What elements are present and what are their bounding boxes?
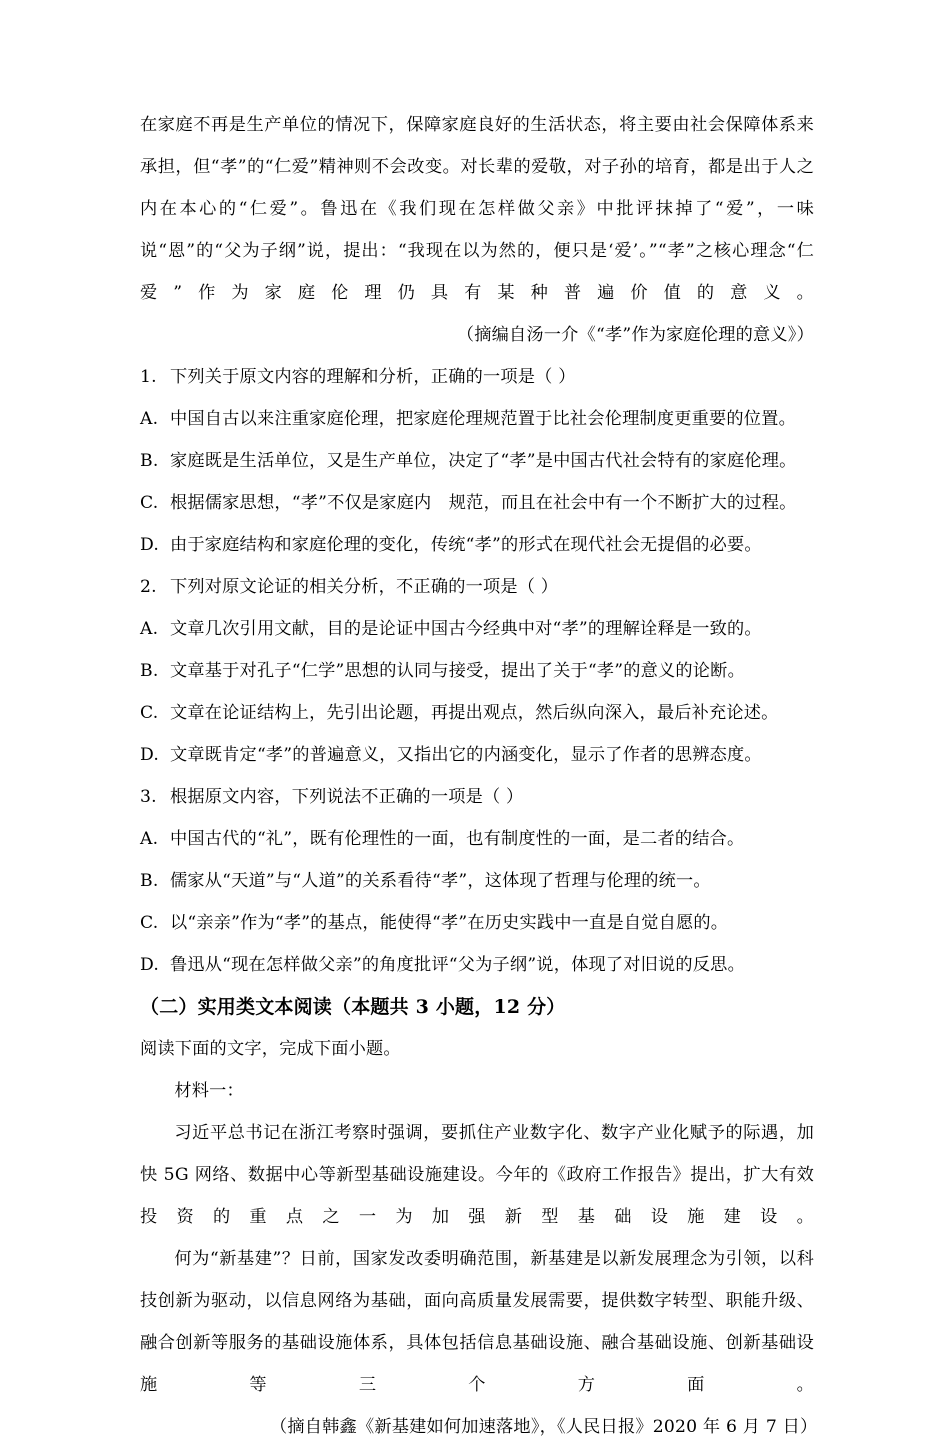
question-1-stem-row xyxy=(140,356,814,398)
question-2-option-b[interactable] xyxy=(140,650,814,692)
question-1-option-b[interactable] xyxy=(140,440,814,482)
question-1-option-c[interactable] xyxy=(140,482,814,524)
material-one-paragraph-1: 习近平总书记在浙江考察时强调，要抓住产业数字化、数字产业化赋予的际遇，加快 5G 网络、数据中心等新型基础设施建设。今年的《政府工作报告》提出，扩大有效投资的重点之一为加强新型基础设施建设。 xyxy=(140,1123,814,1227)
option-label-c: C. xyxy=(140,703,159,723)
question-1-option-a[interactable] xyxy=(140,398,814,440)
option-text-d: 文章既肯定“孝”的普遍意义，又指出它的内涵变化，显示了作者的思辨态度。 xyxy=(170,745,762,765)
option-text-b: 儒家从“天道”与“人道”的关系看待“孝”，这体现了哲理与伦理的统一。 xyxy=(170,871,711,891)
question-3-stem: 根据原文内容，下列说法不正确的一项是（ ） xyxy=(170,787,524,807)
question-1-number: 1. xyxy=(140,367,157,387)
option-label-c: C. xyxy=(140,493,159,513)
question-2-stem: 下列对原文论证的相关分析，不正确的一项是（ ） xyxy=(170,577,559,597)
question-3-number: 3. xyxy=(140,787,157,807)
question-3-option-a[interactable] xyxy=(140,818,814,860)
option-text-b: 家庭既是生活单位，又是生产单位，决定了“孝”是中国古代社会特有的家庭伦理。 xyxy=(170,451,797,471)
section-two-instruction: 阅读下面的文字，完成下面小题。 xyxy=(140,1039,401,1059)
option-label-d: D. xyxy=(140,955,160,975)
option-text-a: 中国自古以来注重家庭伦理，把家庭伦理规范置于比社会伦理制度更重要的位置。 xyxy=(170,409,796,429)
question-3-option-c[interactable] xyxy=(140,902,814,944)
option-label-d: D. xyxy=(140,745,160,765)
section-two-heading: （二）实用类文本阅读（本题共 3 小题，12 分） xyxy=(140,996,566,1018)
question-3-option-b[interactable] xyxy=(140,860,814,902)
option-text-a: 文章几次引用文献，目的是论证中国古今经典中对“孝”的理解诠释是一致的。 xyxy=(170,619,762,639)
material-one-paragraph-2: 何为“新基建”？日前，国家发改委明确范围，新基建是以新发展理念为引领，以科技创新为驱动，以信息网络为基础，面向高质量发展需要，提供数字转型、职能升级、融合创新等服务的基础设施体系，具体包括信息基础设施、融合基础设施、创新基础设施等三个方面。 xyxy=(140,1249,814,1395)
option-label-d: D. xyxy=(140,535,160,555)
option-text-a: 中国古代的“礼”，既有伦理性的一面，也有制度性的一面，是二者的结合。 xyxy=(170,829,745,849)
question-1-option-d[interactable] xyxy=(140,524,814,566)
question-2-stem-row xyxy=(140,566,814,608)
passage-one-source-attribution: （摘编自汤一介《“孝”作为家庭伦理的意义》） xyxy=(456,325,814,345)
passage-one-body-paragraph: 在家庭不再是生产单位的情况下，保障家庭良好的生活状态，将主要由社会保障体系来承担，但“孝”的“仁爱”精神则不会改变。对长辈的爱敬，对子孙的培育，都是出于人之内在本心的“仁爱”。鲁迅在《我们现在怎样做父亲》中批评抹掉了“爱”，一味说“恩”的“父为子纲”说，提出：“我现在以为然的，便只是‘爱’。”“孝”之核心理念“仁爱”作为家庭伦理仍具有某种普遍价值的意义。 xyxy=(140,115,814,303)
document-body xyxy=(140,104,818,1448)
question-2-option-d[interactable] xyxy=(140,734,814,776)
question-1-stem: 下列关于原文内容的理解和分析，正确的一项是（ ） xyxy=(170,367,576,387)
option-text-b: 文章基于对孔子“仁学”思想的认同与接受，提出了关于“孝”的意义的论断。 xyxy=(170,661,745,681)
question-3-stem-row xyxy=(140,776,814,818)
question-2-option-c[interactable] xyxy=(140,692,814,734)
option-text-d: 由于家庭结构和家庭伦理的变化，传统“孝”的形式在现代社会无提倡的必要。 xyxy=(170,535,762,555)
option-label-a: A. xyxy=(140,829,159,849)
option-label-b: B. xyxy=(140,451,159,471)
option-label-a: A. xyxy=(140,619,159,639)
material-one-label: 材料一： xyxy=(174,1081,244,1101)
option-text-c: 文章在论证结构上，先引出论题，再提出观点，然后纵向深入，最后补充论述。 xyxy=(170,703,779,723)
option-label-c: C. xyxy=(140,913,159,933)
option-text-c: 以“亲亲”作为“孝”的基点，能使得“孝”在历史实践中一直是自觉自愿的。 xyxy=(170,913,729,933)
question-3-option-d[interactable] xyxy=(140,944,814,986)
question-2-option-a[interactable] xyxy=(140,608,814,650)
option-label-b: B. xyxy=(140,871,159,891)
material-one-source-attribution: （摘自韩鑫《新基建如何加速落地》，《人民日报》2020 年 6 月 7 日） xyxy=(270,1417,818,1437)
question-2-number: 2. xyxy=(140,577,157,597)
option-label-b: B. xyxy=(140,661,159,681)
option-label-a: A. xyxy=(140,409,159,429)
option-text-c: 根据儒家思想，“孝”不仅是家庭内 规范，而且在社会中有一个不断扩大的过程。 xyxy=(170,493,797,513)
option-text-d: 鲁迅从“现在怎样做父亲”的角度批评“父为子纲”说，体现了对旧说的反思。 xyxy=(170,955,745,975)
